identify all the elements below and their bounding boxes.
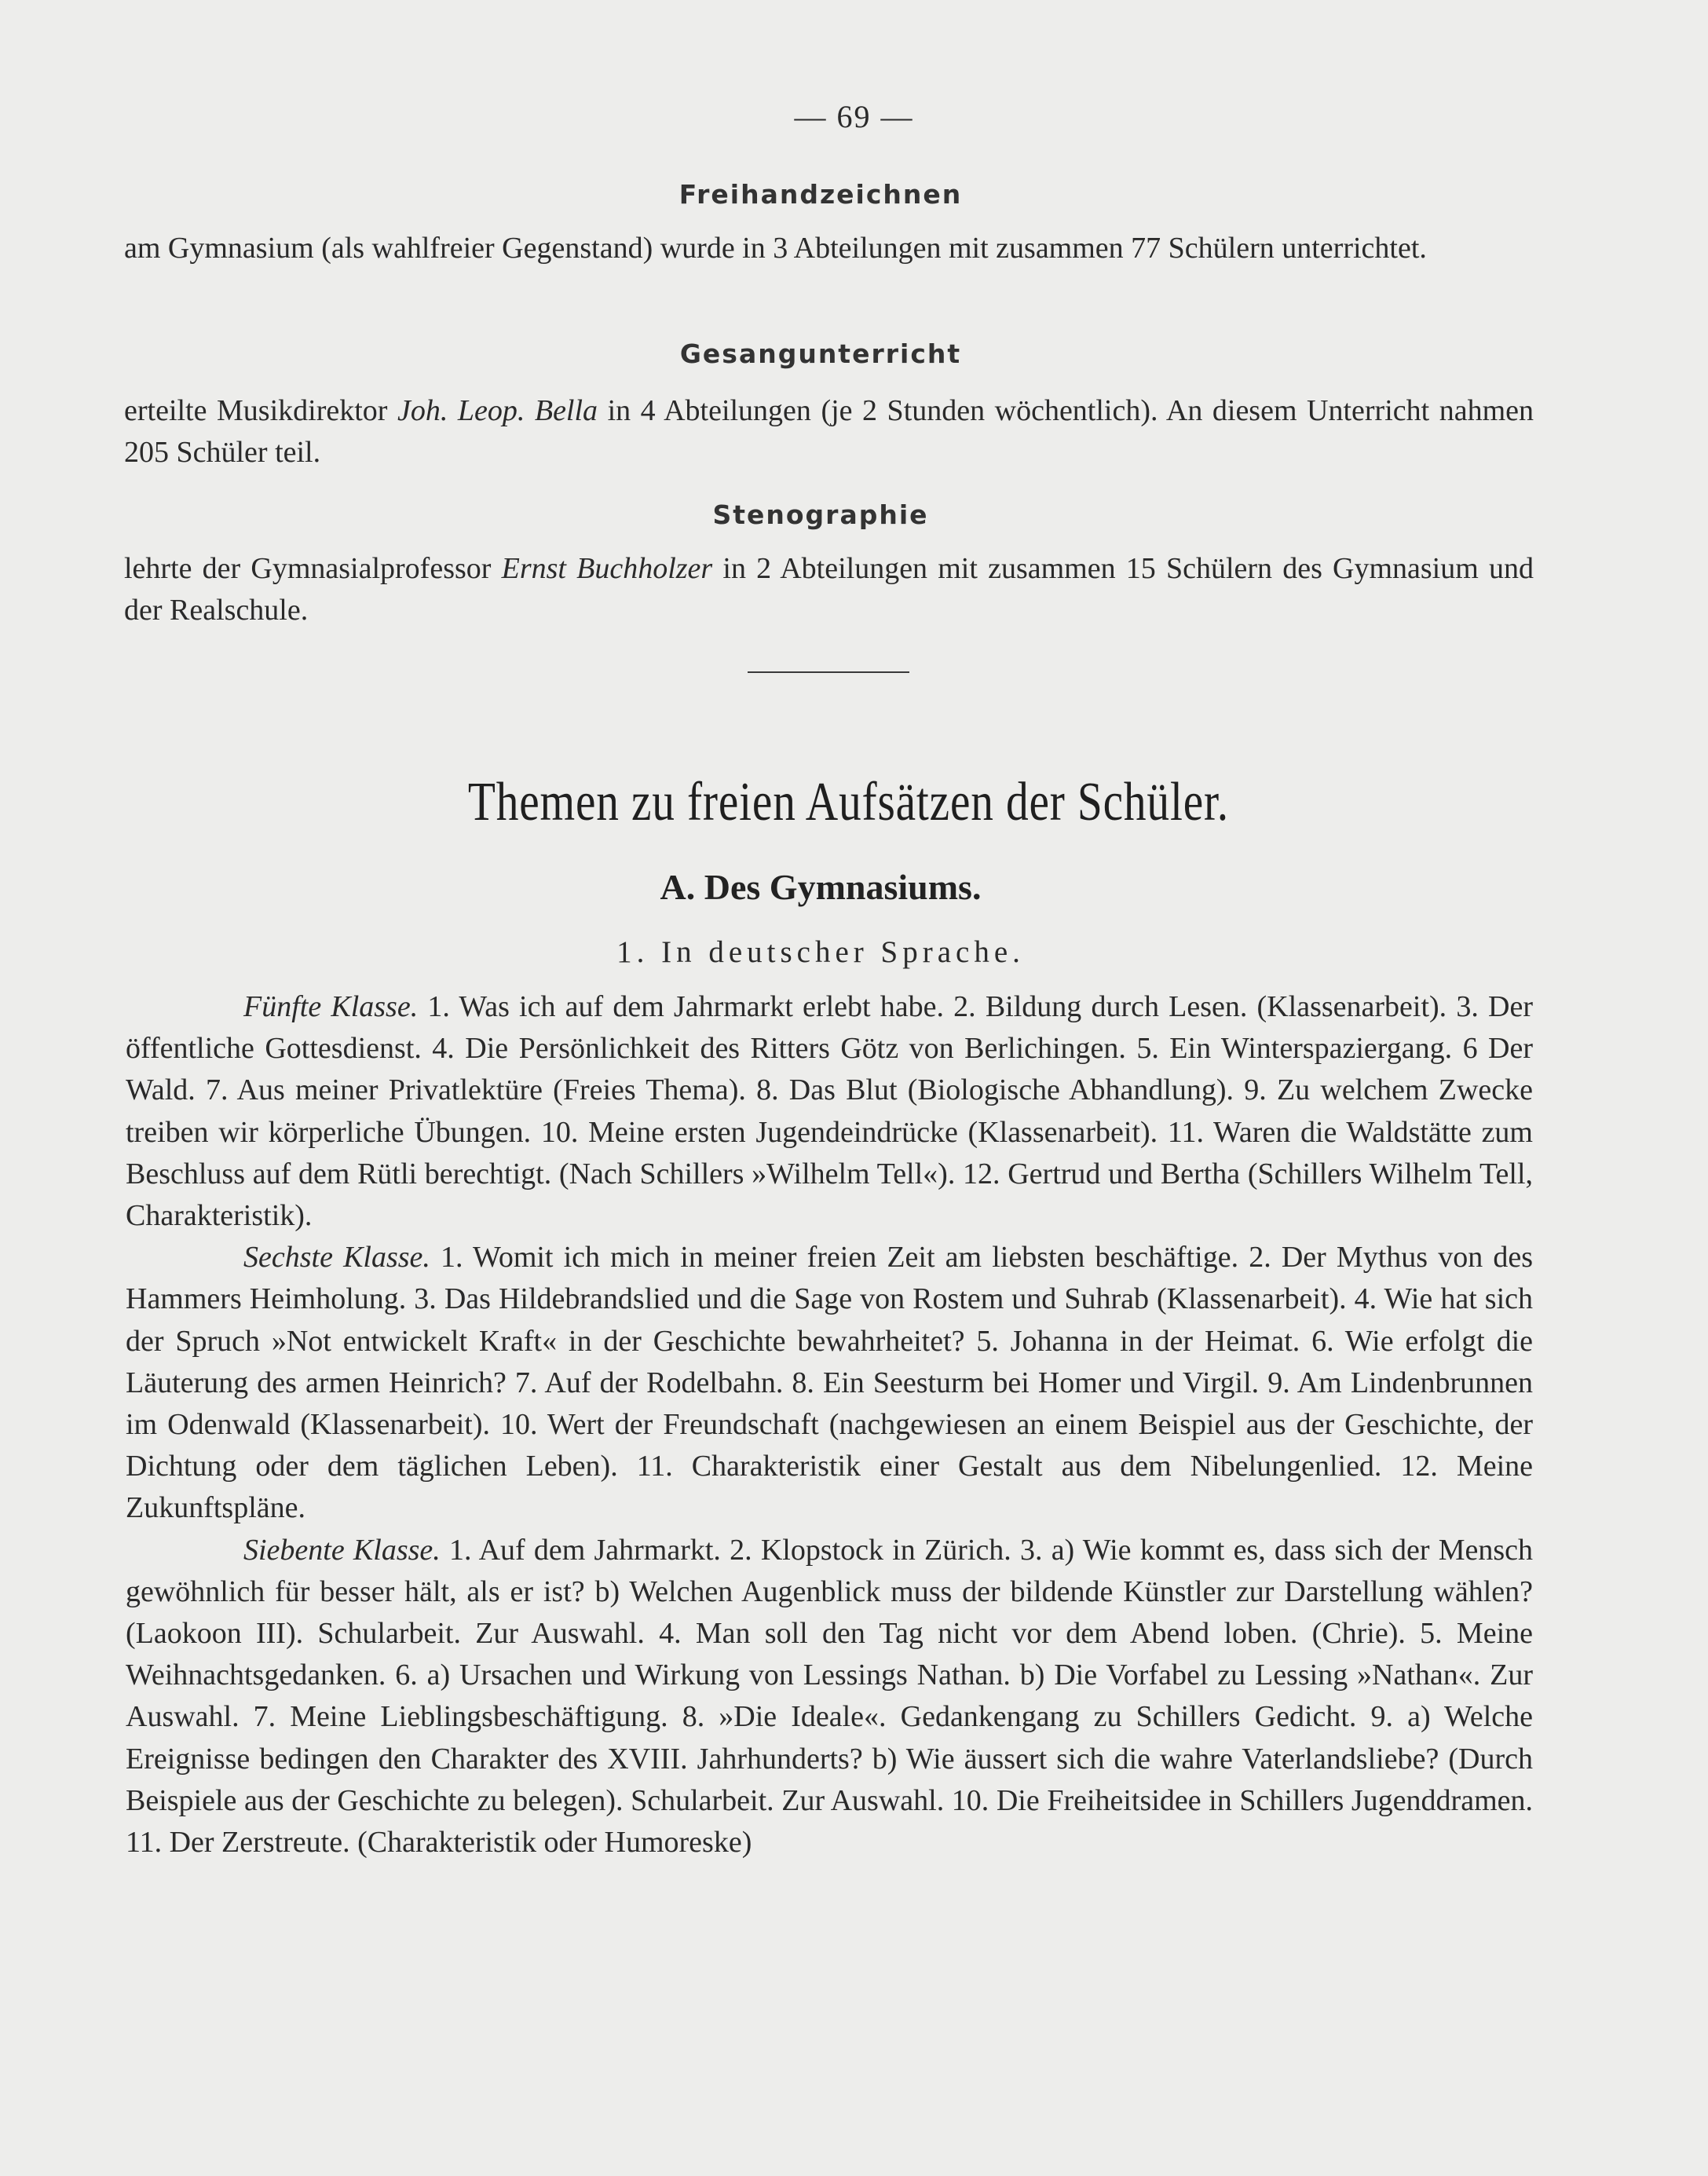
- teacher-name: Ernst Buchholzer: [501, 552, 713, 585]
- page-number: — 69 —: [794, 99, 914, 134]
- paragraph-freihandzeichnen: am Gymnasium (als wahlfreier Gegenstand) wurde in 3 Abteilungen mit zusammen 77 Schülern unterrichtet.: [124, 232, 1427, 265]
- heading-gesangunterricht: Gesangunterricht: [679, 338, 962, 369]
- essay-topics: [126, 986, 1533, 1863]
- class-label: Siebente Klasse.: [243, 1533, 441, 1567]
- heading-freihandzeichnen: Freihandzeichnen: [678, 179, 963, 210]
- class-label: Sechste Klasse.: [243, 1241, 430, 1275]
- class-topics-6: Sechste Klasse. 1. Womit ich mich in meiner freien Zeit am liebsten beschäftige. 2. Der Mythus von des Hammers Heimholung. 3. Das Hildebrandslied und die Sage von Rostem und Suhrab (Klassenarbeit). 4. Wie hat sich der Spruch »Not entwickelt Kraft« in der Geschichte bewahrheitet? 5. Johanna in der Heimat. 6. Wie erfolgt die Läuterung des armen Heinrich? 7. Auf der Rodelbahn. 8. Ein Seesturm bei Homer und Virgil. 9. Am Lindenbrunnen im Odenwald (Klassenarbeit). 10. Wert der Freundschaft (nachgewiesen an einem Beispiel aus der Geschichte, der Dichtung oder dem täglichen Leben). 11. Charakteristik einer Gestalt aus dem Nibelungenlied. 12. Meine Zukunftspläne.: [126, 1241, 1533, 1525]
- main-title: Themen zu freien Aufsätzen der Schüler.: [467, 772, 1229, 832]
- heading-stenographie: Stenographie: [712, 499, 929, 530]
- teacher-name: Joh. Leop. Bella: [397, 394, 598, 427]
- class-label: Fünfte Klasse.: [243, 990, 419, 1023]
- paragraph-gesangunterricht: erteilte Musikdirektor Joh. Leop. Bella in 4 Abteilungen (je 2 Stunden wöchentlich). An diesem Unterricht nahmen 205 Schüler teil.: [124, 394, 1534, 469]
- class-topics-5: Fünfte Klasse. 1. Was ich auf dem Jahrmarkt erlebt habe. 2. Bildung durch Lesen. (Klassenarbeit). 3. Der öffentliche Gottesdienst. 4. Die Persönlichkeit des Ritters Götz von Berlichingen. 5. Ein Winterspaziergang. 6 Der Wald. 7. Aus meiner Privatlektüre (Freies Thema). 8. Das Blut (Biologische Abhandlung). 9. Zu welchem Zwecke treiben wir körperliche Übungen. 10. Meine ersten Jugendeindrücke (Klassenarbeit). 11. Waren die Waldstätte zum Beschluss auf dem Rütli berechtigt. (Nach Schillers »Wilhelm Tell«). 12. Gertrud und Bertha (Schillers Wilhelm Tell, Charakteristik).: [126, 990, 1533, 1233]
- paragraph-stenographie: lehrte der Gymnasialprofessor Ernst Buchholzer in 2 Abteilungen mit zusammen 15 Schülern des Gymnasium und der Realschule.: [124, 552, 1534, 627]
- subtitle-gymnasium: A. Des Gymnasiums.: [660, 867, 982, 907]
- subtitle-language: 1. In deutscher Sprache.: [616, 935, 1025, 969]
- section-divider: [748, 671, 909, 673]
- class-topics-7: Siebente Klasse. 1. Auf dem Jahrmarkt. 2. Klopstock in Zürich. 3. a) Wie kommt es, dass sich der Mensch gewöhnlich für besser hält, als er ist? b) Welchen Augenblick muss der bildende Künstler zur Darstellung wählen? (Laokoon III). Schularbeit. Zur Auswahl. 4. Man soll den Tag nicht vor dem Abend loben. (Chrie). 5. Meine Weihnachtsgedanken. 6. a) Ursachen und Wirkung von Lessings Nathan. b) Die Vorfabel zu Lessing »Nathan«. Zur Auswahl. 7. Meine Lieblingsbeschäftigung. 8. »Die Ideale«. Gedankengang zu Schillers Gedicht. 9. a) Welche Ereignisse bedingen den Charakter des XVIII. Jahrhunderts? b) Wie äussert sich die wahre Vaterlandsliebe? (Durch Beispiele aus der Geschichte zu belegen). Schularbeit. Zur Auswahl. 10. Die Freiheitsidee in Schillers Jugenddramen. 11. Der Zerstreute. (Charakteristik oder Humoreske): [126, 1533, 1534, 1860]
